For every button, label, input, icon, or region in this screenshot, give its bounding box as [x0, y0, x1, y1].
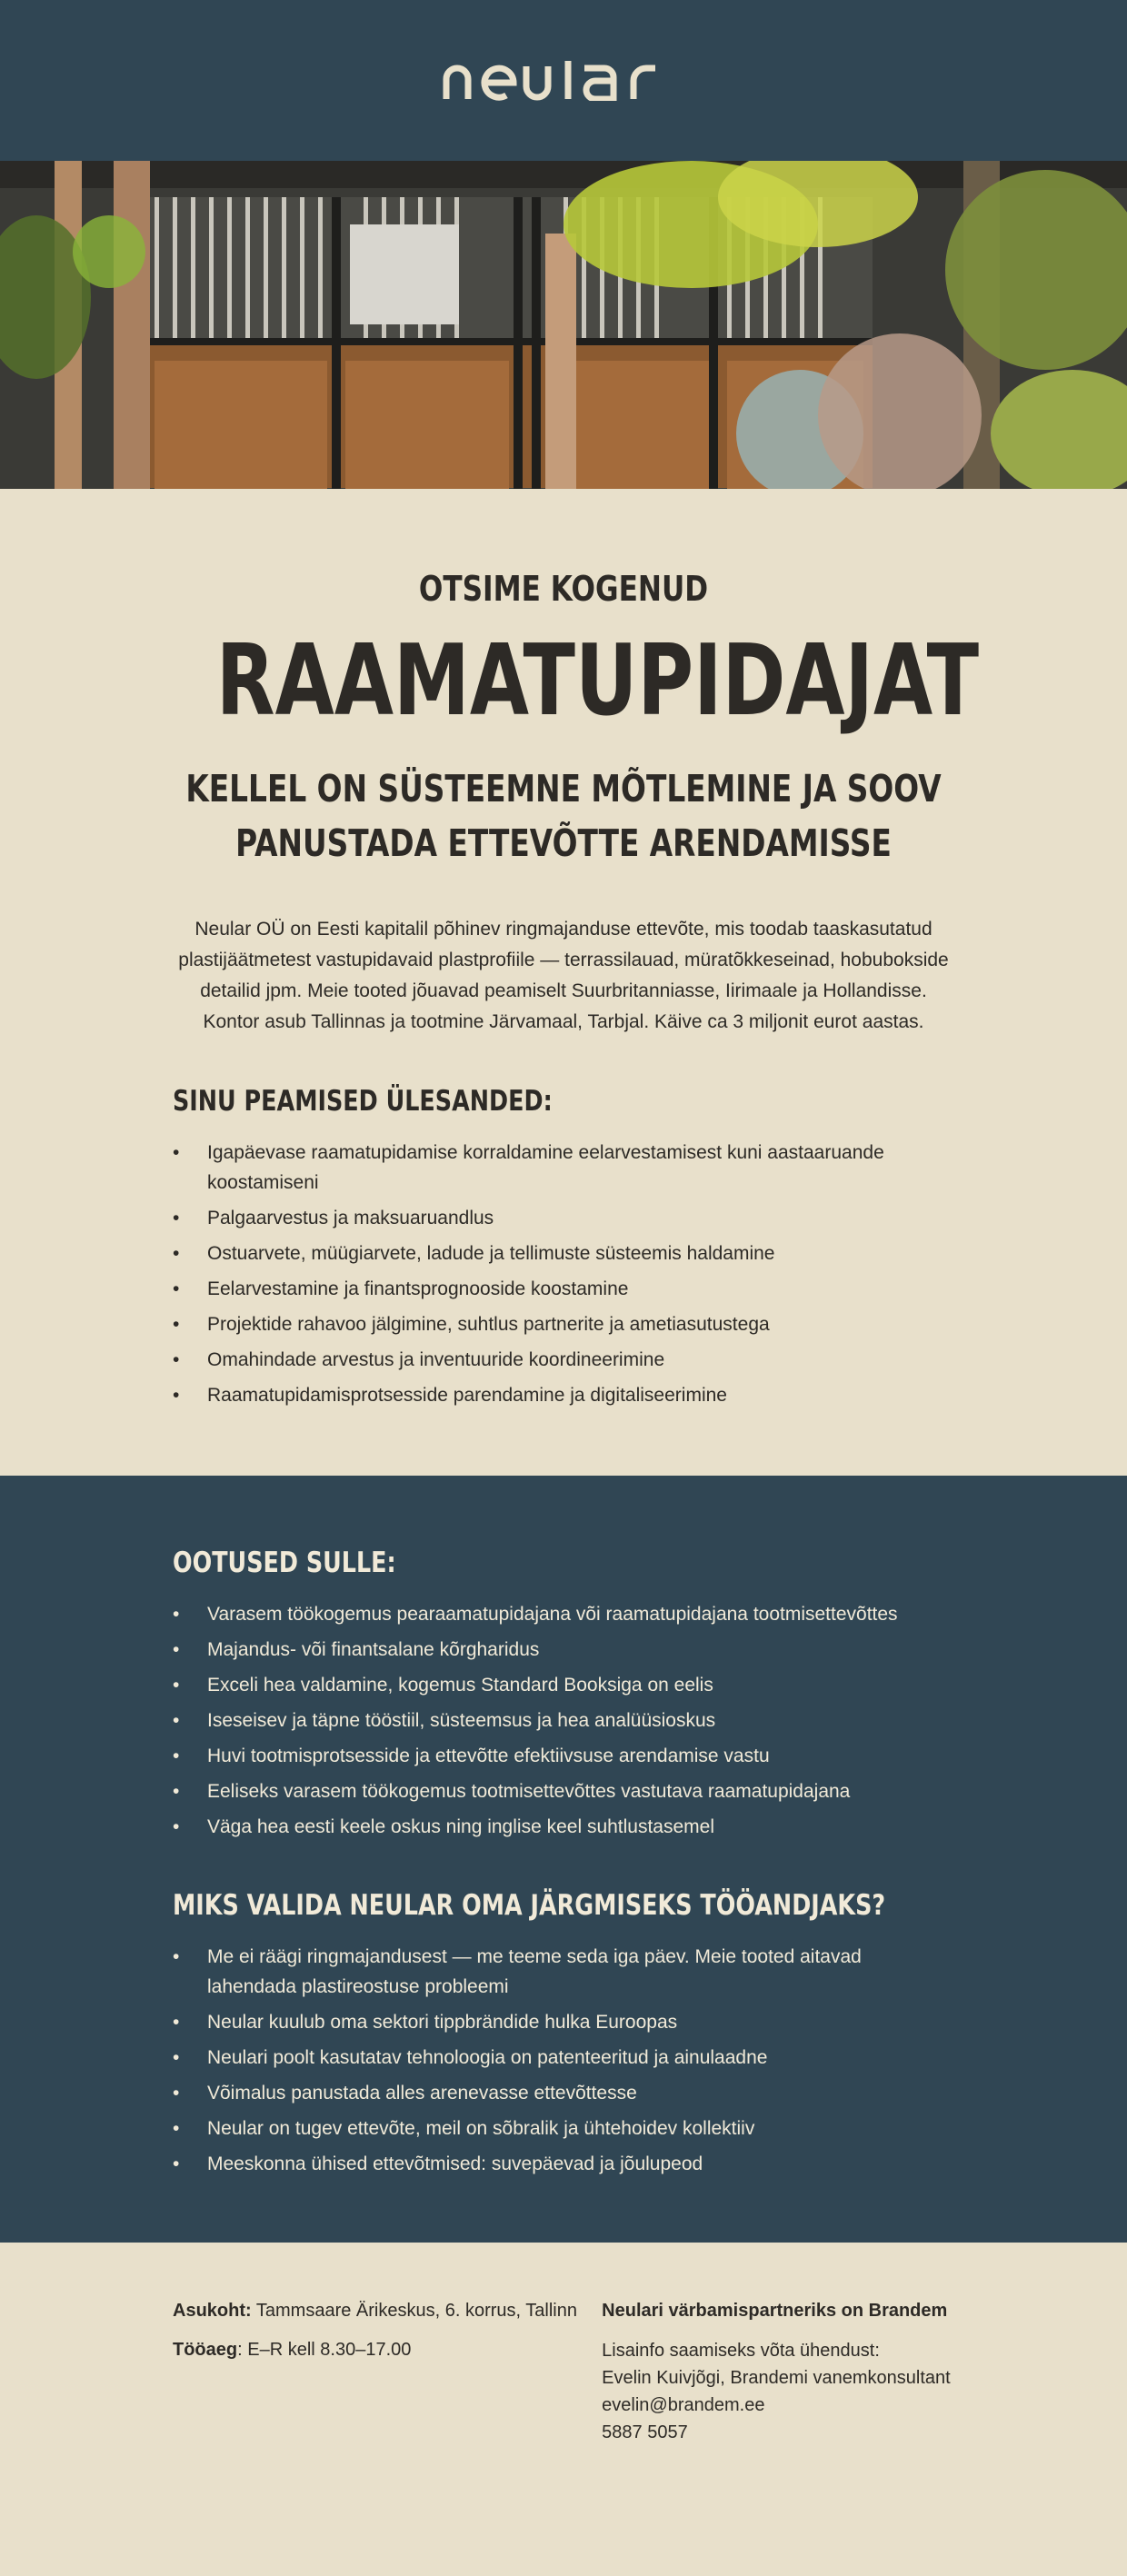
contact-phone[interactable]: 5887 5057 — [602, 2422, 688, 2442]
list-item: • Majandus- või finantsalane kõrgharidus — [173, 1635, 954, 1665]
list-item: • Palgaarvestus ja maksuaruandlus — [173, 1203, 954, 1233]
intro-section — [0, 489, 1127, 1476]
hours-label: Tööaeg — [173, 2340, 238, 2360]
stable-boxes-photo — [0, 161, 1127, 489]
location-label: Asukoht: — [173, 2301, 252, 2321]
list-item: • Iseseisev ja täpne tööstiil, süsteemsus ja hea analüüsioskus — [173, 1706, 954, 1736]
tasks-title: SINU PEAMISED ÜLESANDED: — [173, 1085, 553, 1118]
tasks-section — [173, 1038, 954, 1476]
list-item: • Võimalus panustada alles arenevasse ettevõttesse — [173, 2078, 954, 2108]
contact-details — [602, 2297, 954, 2446]
partner-title: Neulari värbamispartneriks on Brandem — [602, 2301, 948, 2321]
kicker-heading: OTSIME KOGENUD — [418, 569, 709, 609]
list-item: • Neular kuulub oma sektori tippbrändide hulka Euroopas — [173, 2007, 954, 2037]
list-item: • Varasem töökogemus pearaamatupidajana või raamatupidajana tootmisettevõttes — [173, 1599, 954, 1629]
description-line: plastijäätmetest vastupidavaid plastprofiile — terrassilauad, müratõkkeseinad, hobubokside — [178, 950, 949, 970]
description-line: Neular OÜ on Eesti kapitalil põhinev ringmajanduse ettevõte, mis toodab taaskasutatud — [194, 919, 933, 940]
subtitle-line: PANUSTADA ETTEVÕTTE ARENDAMISSE — [235, 821, 892, 865]
footer — [0, 2243, 1127, 2446]
company-description — [164, 914, 963, 1038]
neular-logo — [443, 61, 684, 101]
list-item: • Neulari poolt kasutatav tehnoloogia on patenteeritud ja ainulaadne — [173, 2043, 954, 2073]
location-value: Tammsaare Ärikeskus, 6. korrus, Tallinn — [255, 2301, 577, 2321]
list-item: • Raamatupidamisprotsesside parendamine ja digitaliseerimine — [173, 1380, 954, 1410]
list-item: • Igapäevase raamatupidamise korraldamine eelarvestamisest kuni aastaaruande koostamiseni — [173, 1138, 954, 1198]
subtitle — [164, 761, 963, 870]
job-details — [173, 2297, 602, 2446]
list-item: • Neular on tugev ettevõte, meil on sõbralik ja ühtehoidev kollektiiv — [173, 2114, 954, 2143]
job-title: RAAMATUPIDAJAT — [215, 624, 980, 738]
hours-value: : E–R kell 8.30–17.00 — [237, 2340, 412, 2360]
expectations-title: OOTUSED SULLE: — [173, 1547, 396, 1579]
list-item: • Projektide rahavoo jälgimine, suhtlus partnerite ja ametiasutustega — [173, 1309, 954, 1339]
list-item: • Ostuarvete, müügiarvete, ladude ja tellimuste süsteemis haldamine — [173, 1238, 954, 1268]
dark-section — [0, 1476, 1127, 2243]
contact-name: Evelin Kuivjõgi, Brandemi vanemkonsultant — [602, 2368, 951, 2388]
hero-image — [0, 161, 1127, 489]
list-item: • Exceli hea valdamine, kogemus Standard Booksiga on eelis — [173, 1670, 954, 1700]
list-item: • Eelarvestamine ja finantsprognooside koostamine — [173, 1274, 954, 1304]
page-header — [0, 0, 1127, 161]
why-title: MIKS VALIDA NEULAR OMA JÄRGMISEKS TÖÖANDJAKS? — [173, 1889, 886, 1922]
description-line: detailid jpm. Meie tooted jõuavad peamiselt Suurbritanniasse, Iirimaale ja Hollandisse. — [200, 980, 927, 1001]
location-line — [173, 2297, 602, 2324]
why-list — [173, 1942, 954, 2179]
tasks-list — [173, 1138, 954, 1410]
list-item: • Huvi tootmisprotsesside ja ettevõtte efektiivsuse arendamise vastu — [173, 1741, 954, 1771]
contact-email[interactable]: evelin@brandem.ee — [602, 2395, 765, 2415]
description-line: Kontor asub Tallinnas ja tootmine Järvamaal, Tarbjal. Käive ca 3 miljonit eurot aastas. — [203, 1011, 924, 1032]
list-item: • Meeskonna ühised ettevõtmised: suvepäevad ja jõulupeod — [173, 2149, 954, 2179]
subtitle-line: KELLEL ON SÜSTEEMNE MÕTLEMINE JA SOOV — [185, 767, 942, 811]
contact-intro: Lisainfo saamiseks võta ühendust: — [602, 2341, 880, 2361]
hours-line — [173, 2336, 602, 2363]
expectations-list — [173, 1599, 954, 1842]
list-item: • Me ei räägi ringmajandusest — me teeme seda iga päev. Meie tooted aitavad lahendada plastireostuse probleemi — [173, 1942, 954, 2002]
list-item: • Väga hea eesti keele oskus ning inglise keel suhtlustasemel — [173, 1812, 954, 1842]
list-item: • Eeliseks varasem töökogemus tootmisettevõttes vastutava raamatupidajana — [173, 1776, 954, 1806]
list-item: • Omahindade arvestus ja inventuuride koordineerimine — [173, 1345, 954, 1375]
